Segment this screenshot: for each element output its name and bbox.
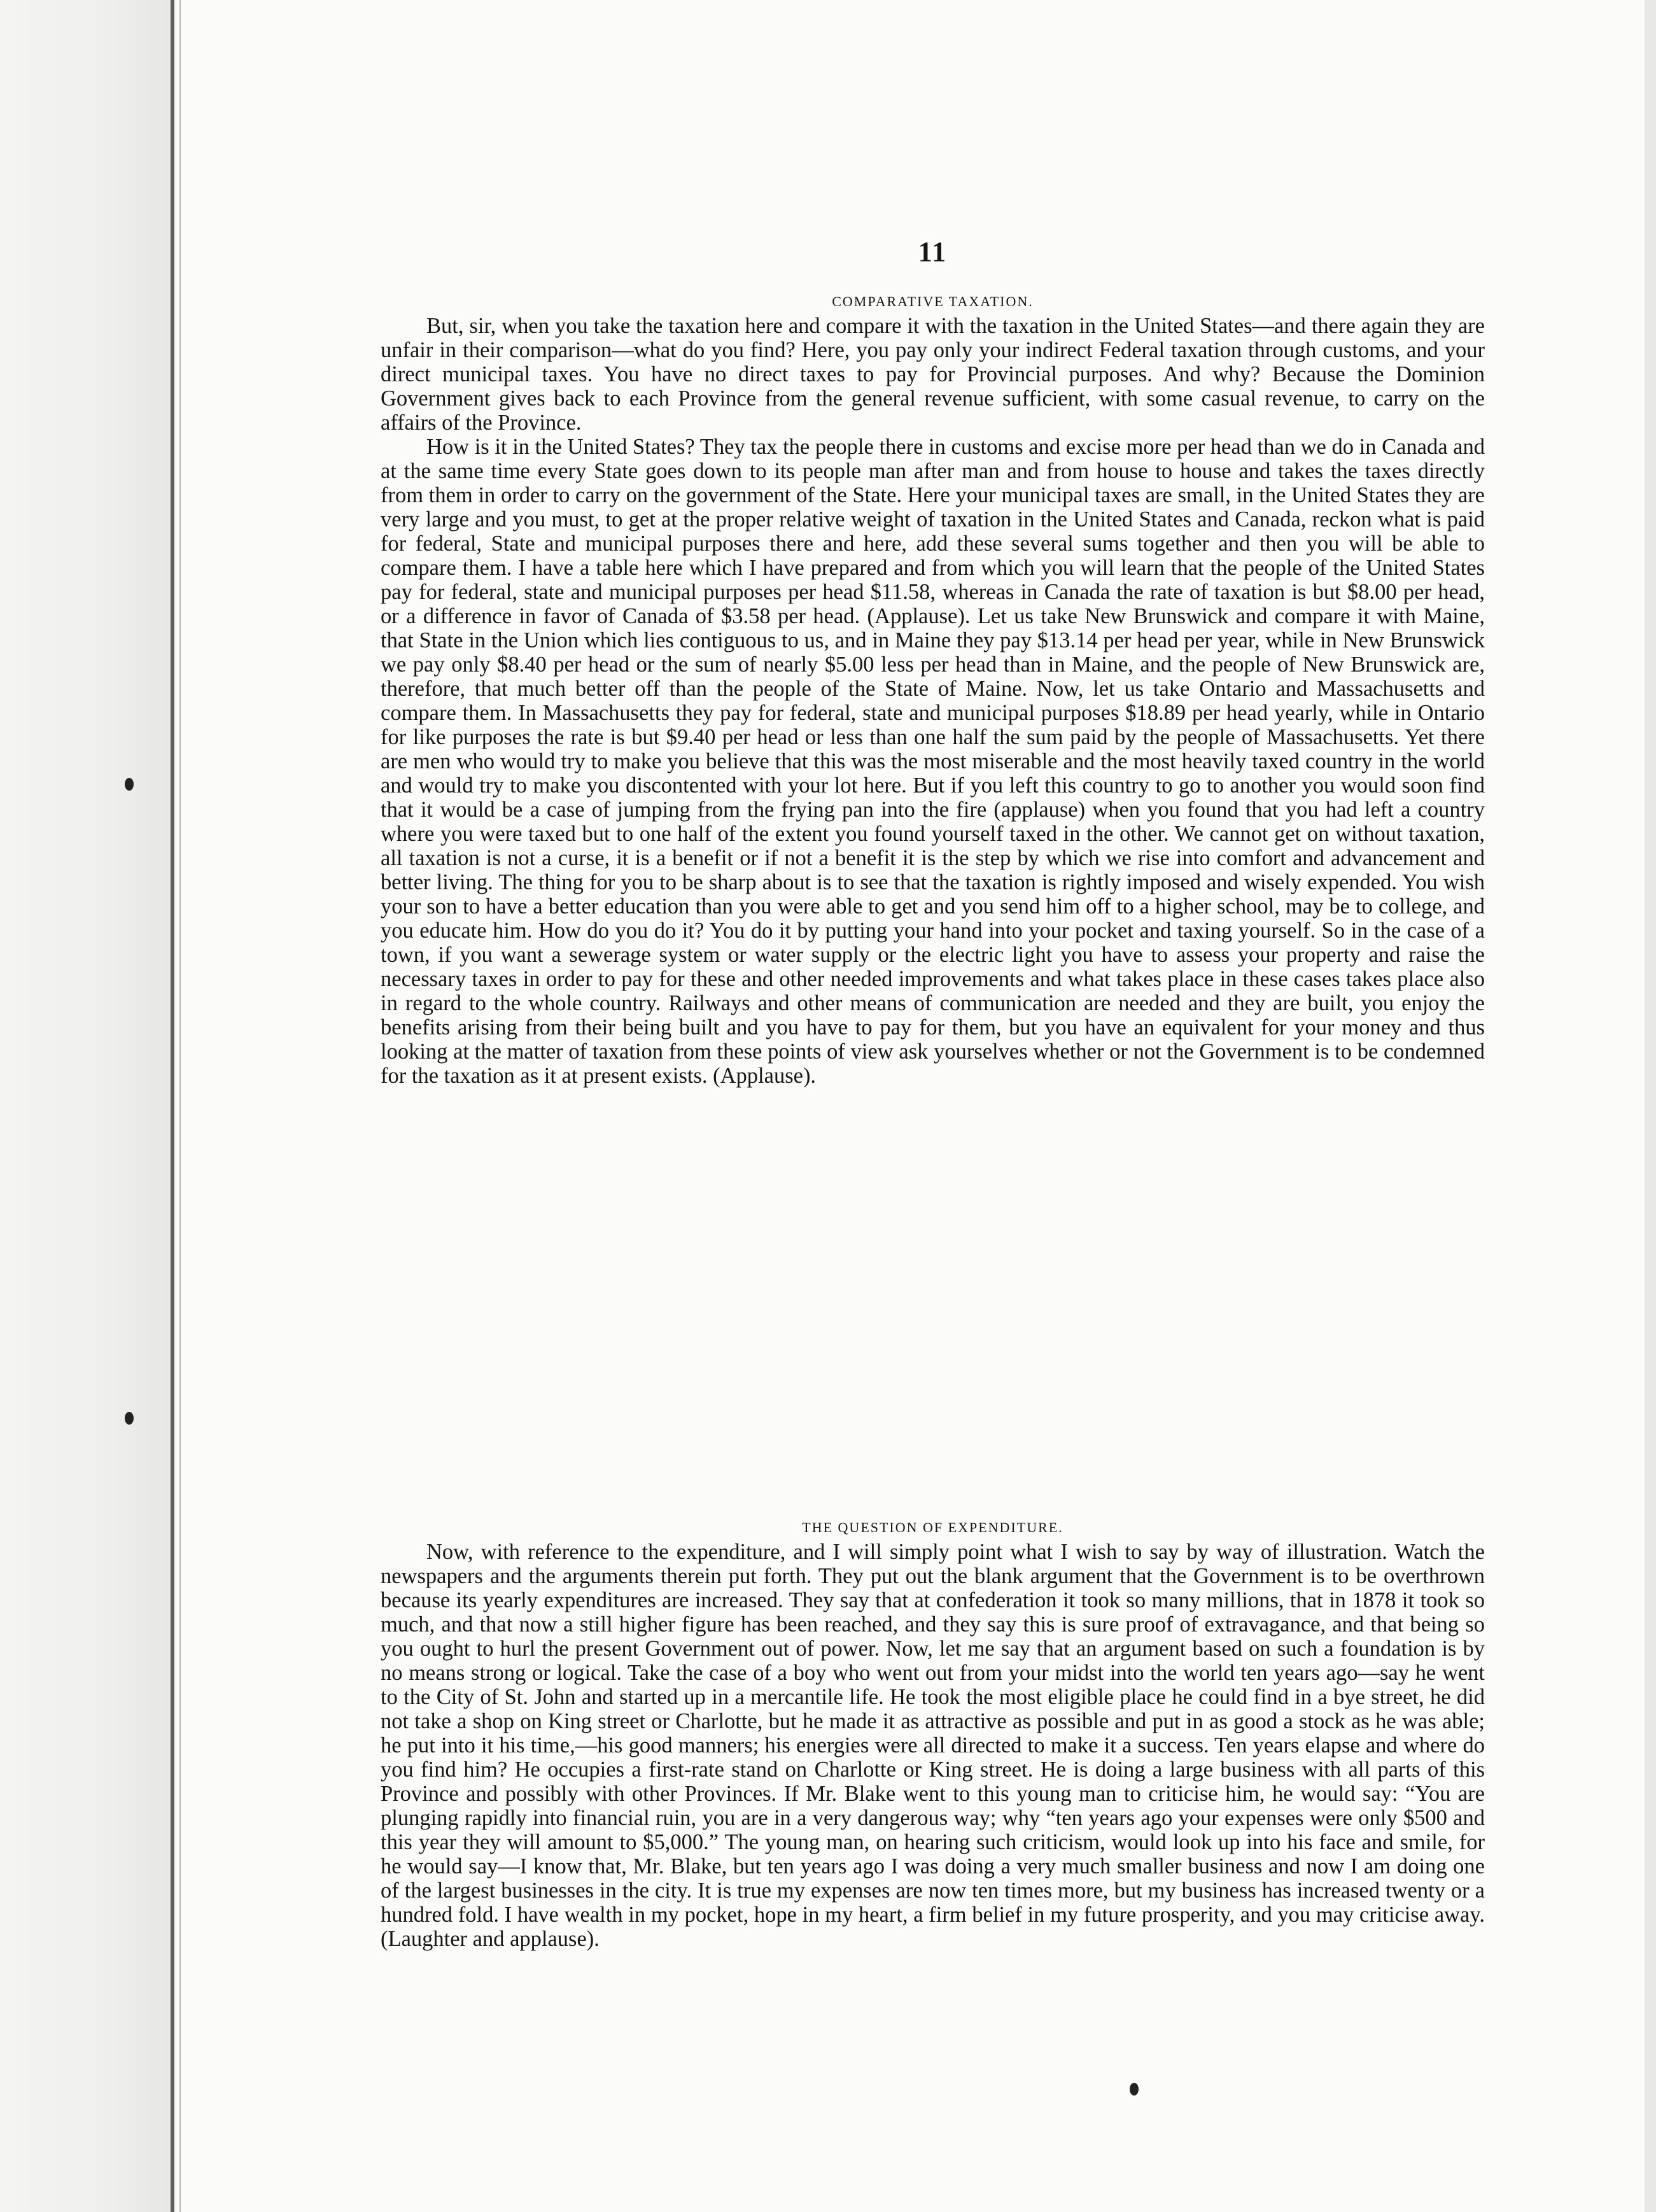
page-text-block bbox=[381, 236, 1485, 1951]
page-binding-edge bbox=[171, 0, 174, 2212]
page-number: 11 bbox=[918, 236, 948, 267]
section-heading: COMPARATIVE TAXATION. bbox=[832, 293, 1034, 309]
page-ink-spot bbox=[1130, 2083, 1139, 2096]
margin-ink-spot bbox=[125, 778, 134, 791]
page-binding-shadow bbox=[179, 0, 181, 2212]
page-right-edge bbox=[1645, 0, 1656, 2212]
section-comparative-taxation bbox=[381, 293, 1485, 1497]
paragraph: Now, with reference to the expenditure, and I will simply point what I wish to say by way of illustration. Watch the newspapers and the arguments therein put forth. They put out the blank argument that the Government is to be overthrown because its yearly expenditures are increased. They say that at confederation it took so many millions, that in 1878 it took so much, and that now a still higher figure has been reached, and they say this is sure proof of extravagance, and that being so you ought to hurl the present Government out of power. Now, let me say that an argument based on such a foundation is by no means strong or logical. Take the case of a boy who went out from your midst into the world ten years ago—say he went to the City of St. John and started up in a mercantile life. He took the most eligible place he could find in a bye street, he did not take a shop on King street or Charlotte, but he made it as attractive as possible and put in as good a stock as he was able; he put into it his time,—his good manners; his energies were all directed to make it a success. Ten years elapse and where do you find him? He occupies a first-rate stand on Charlotte or King street. He is doing a large business with all parts of this Province and possibly with other Provinces. If Mr. Blake went to this young man to criticise him, he would say: “You are plunging rapidly into financial ruin, you are in a very dangerous way; why “ten years ago your expenses were only $500 and this year they will amount to $5,000.” The young man, on hearing such criticism, would look up into his face and smile, for he would say—I know that, Mr. Blake, but ten years ago I was doing a very much smaller business and now I am doing one of the largest businesses in the city. It is true my expenses are now ten times more, but my business has increased twenty or a hundred fold. I have wealth in my pocket, hope in my heart, a firm belief in my future prosperity, and you may criticise away. (Laughter and applause). bbox=[381, 1540, 1485, 1951]
paragraph: How is it in the United States? They tax the people there in customs and excise more per head than we do in Canada and at the same time every State goes down to its people man after man and from house to house and takes the taxes directly from them in order to carry on the government of the State. Here your municipal taxes are small, in the United States they are very large and you must, to get at the proper relative weight of taxation in the United States and Canada, reckon what is paid for federal, State and municipal purposes there and here, add these several sums together and then you will be able to compare them. I have a table here which I have prepared and from which you will learn that the people of the United States pay for federal, state and municipal purposes per head $11.58, whereas in Canada the rate of taxation is but $8.00 per head, or a difference in favor of Canada of $3.58 per head. (Applause). Let us take New Brunswick and compare it with Maine, that State in the Union which lies contiguous to us, and in Maine they pay $13.14 per head per year, while in New Brunswick we pay only $8.40 per head or the sum of nearly $5.00 less per head than in Maine, and the people of New Brunswick are, therefore, that much better off than the people of the State of Maine. Now, let us take Ontario and Massachusetts and compare them. In Massachusetts they pay for federal, state and municipal purposes $18.89 per head yearly, while in Ontario for like purposes the rate is but $9.40 per head or less than one half the sum paid by the people of Massachusetts. Yet there are men who would try to make you believe that this was the most miserable and the most heavily taxed country in the world and would try to make you discontented with your lot here. But if you left this country to go to another you would soon find that it would be a case of jumping from the frying pan into the fire (applause) when you found that you had left a country where you were taxed but to one half of the extent you found yourself taxed in the other. We cannot get on without taxation, all taxation is not a curse, it is a benefit or if not a benefit it is the step by which we rise into comfort and advancement and better living. The thing for you to be sharp about is to see that the taxation is rightly imposed and wisely expended. You wish your son to have a better education than you were able to get and you send him off to a higher school, may be to college, and you educate him. How do you do it? You do it by putting your hand into your pocket and taxing yourself. So in the case of a town, if you want a sewerage system or water supply or the electric light you have to assess your property and raise the necessary taxes in order to pay for these and other needed improvements and what takes place in these cases takes place also in regard to the whole country. Railways and other means of communication are needed and they are built, you enjoy the benefits arising from their being built and you have to pay for them, but you have an equivalent for your money and thus looking at the matter of taxation from these points of view ask yourselves whether or not the Government is to be condemned for the taxation as it at present exists. (Applause). bbox=[381, 435, 1485, 1088]
section-question-of-expenditure bbox=[381, 1519, 1485, 1951]
paragraph: But, sir, when you take the taxation here and compare it with the taxation in the United States—and there again they are unfair in their comparison—what do you find? Here, you pay only your indirect Federal taxation through customs, and your direct municipal taxes. You have no direct taxes to pay for Provincial purposes. And why? Because the Dominion Government gives back to each Province from the general revenue sufficient, with some casual revenue, to carry on the affairs of the Province. bbox=[381, 314, 1485, 435]
section-heading: THE QUESTION OF EXPENDITURE. bbox=[802, 1519, 1063, 1535]
margin-ink-spot bbox=[125, 1412, 134, 1425]
facing-page-margin bbox=[0, 0, 172, 2212]
